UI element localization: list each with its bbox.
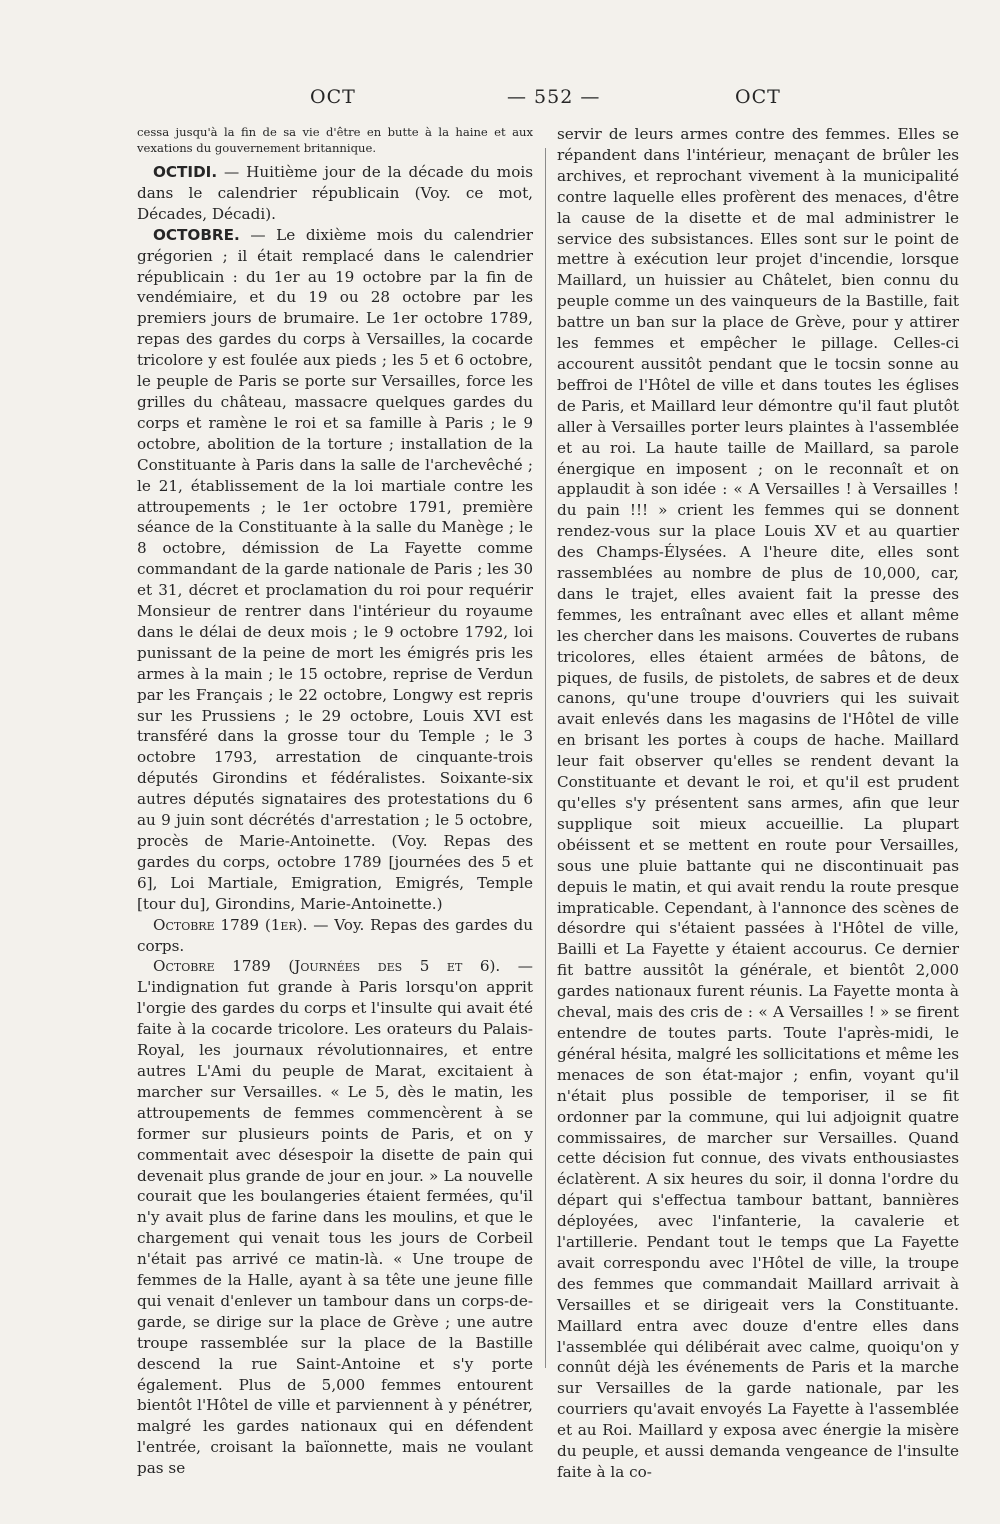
header-left-word: OCT — [310, 86, 356, 108]
entry-octobre — [137, 225, 533, 915]
headword-journees: Octobre 1789 (Journées des 5 et 6). — [153, 957, 501, 976]
entry-octobre-1789 — [137, 915, 533, 957]
page-number: — 552 — — [507, 86, 601, 108]
continuation-paragraph: cessa jusqu'à la fin de sa vie d'être en butte à la haine et aux vexations du gouvernement britannique. — [137, 125, 533, 155]
right-column-text: servir de leurs armes contre des femmes. Elles se répandent dans l'intérieur, menaçant de brûler les archives, et reprochant vivement à la municipalité contre laquelle elles profèrent des menaces, d'être la cause de la disette et de mal administrer le service des subsistances. Elles sont sur le point de mettre à exécution leur projet d'incendie, lorsque Maillard, un huissier au Châtelet, bien connu du peuple comme un des vainqueurs de la Bastille, fait battre un ban sur la place de Grève, pour y attirer les femmes et empêcher le pillage. Celles-ci accourent aussitôt pendant que le tocsin sonne au beffroi de l'Hôtel de ville et dans toutes les églises de Paris, et Maillard leur démontre qu'il faut plutôt aller à Versailles porter leurs plaintes à l'assemblée et au roi. La haute taille de Maillard, sa parole énergique en imposent ; on le reconnaît et on applaudit à son idée : « A Versailles ! à Versailles ! du pain !!! » crient les femmes qui se donnent rendez-vous sur la place Louis XV et au quartier des Champs-Élysées. A l'heure dite, elles sont rassemblées au nombre de plus de 10,000, car, dans le trajet, elles avaient fait la presse des femmes, les entraînant avec elles et allant même les chercher dans les maisons. Couvertes de rubans tricolores, elles étaient armées de bâtons, de piques, de fusils, de pistolets, de sabres et de deux canons, qu'une troupe d'ouvriers qui les suivait avait enlevés dans les magasins de l'Hôtel de ville en brisant les portes à coups de hache. Maillard leur fait observer qu'elles se rendent devant la Constituante et devant le roi, et qu'il est prudent qu'elles s'y présentent sans armes, afin que leur supplique soit mieux accueillie. La plupart obéissent et se mettent en route pour Versailles, sous une pluie battante qui ne discontinuait pas depuis le matin, et qui avait rendu la route presque impraticable. Cependant, à l'annonce des scènes de désordre qui s'étaient passées à l'Hôtel de ville, Bailli et La Fayette y étaient accourus. Ce dernier fit battre aussitôt la générale, et bientôt 2,000 gardes nationaux furent réunis. La Fayette monta à cheval, mais des cris de : « A Versailles ! » se firent entendre de toutes parts. Toute l'après-midi, le général hésita, malgré les sollicitations et même les menaces de son état-major ; enfin, voyant qu'il n'était plus possible de temporiser, il se fit ordonner par la commune, qui lui adjoignit quatre commissaires, de marcher sur Versailles. Quand cette décision fut connue, des vivats enthousiastes éclatèrent. A six heures du soir, il donna l'ordre du départ qui s'effectua tambour battant, bannières déployées, avec l'infanterie, la cavalerie et l'artillerie. Pendant tout le temps que La Fayette avait correspondu avec l'Hôtel de ville, la troupe des femmes que commandait Maillard arrivait à Versailles et se dirigeait vers la Constituante. Maillard entra avec douze d'entre elles dans l'assemblée qui délibérait avec calme, quoiqu'on y connût déjà les événements de Paris et la marche sur Versailles de la garde nationale, par les courriers qu'avait envoyés La Fayette à l'assemblée et au Roi. Maillard y exposa avec énergie la misère du peuple, et aussi demanda vengeance de l'insulte faite à la co- — [557, 125, 959, 1481]
headword-octobre: OCTOBRE. — [153, 225, 240, 244]
headword-octidi: OCTIDI. — [153, 163, 218, 181]
running-header — [135, 86, 945, 116]
left-column — [137, 124, 533, 1479]
headword-octobre-1789: Octobre 1789 (1er). — [153, 915, 308, 934]
entry-journees-text: — L'indignation fut grande à Paris lorsqu'on apprit l'orgie des gardes du corps et l'insulte qui avait été faite à la cocarde tricolore. Les orateurs du Palais-Royal, les journaux révolutionnaires, et entre autres L'Ami du peuple de Marat, excitaient à marcher sur Versailles. « Le 5, dès le matin, les attroupements de femmes commencèrent à se former sur plusieurs points de Paris, et on y commentait avec désespoir la disette de pain qui devenait plus grande de jour en jour. » La nouvelle courait que les boulangeries étaient fermées, qu'il n'y avait plus de farine dans les moulins, et que le chargement qui venait tous les jours de Corbeil n'était pas arrivé ce matin-là. « Une troupe de femmes de la Halle, ayant à sa tête une jeune fille qui venait d'enlever un tambour dans un corps-de-garde, se dirige sur la place de Grève ; une autre troupe rassemblée sur la place de la Bastille descend la rue Saint-Antoine et s'y porte également. Plus de 5,000 femmes entourent bientôt l'Hôtel de ville et parviennent à y pénétrer, malgré les gardes nationaux qui en défendent l'entrée, croisant la baïonnette, mais ne voulant pas se — [137, 957, 533, 1478]
entry-octobre-1789-text: — Voy. Repas des gardes du corps. — [137, 915, 533, 955]
entry-journees — [137, 956, 533, 1479]
right-column — [557, 124, 959, 1483]
entry-octidi-text: — Huitième jour de la décade du mois dans le calendrier républicain (Voy. ce mot, Décades, Décadi). — [137, 163, 533, 223]
header-right-word: OCT — [735, 86, 781, 108]
entry-octobre-text: — Le dixième mois du calendrier grégorien ; il était remplacé dans le calendrier républicain : du 1er au 19 octobre par la fin de vendémiaire, et du 19 ou 28 octobre par les premiers jours de brumaire. Le 1er octobre 1789, repas des gardes du corps à Versailles, la cocarde tricolore y est foulée aux pieds ; les 5 et 6 octobre, le peuple de Paris se porte sur Versailles, force les grilles du château, massacre quelques gardes du corps et ramène le roi et sa famille à Paris ; le 9 octobre, abolition de la torture ; installation de la Constituante à Paris dans la salle de l'archevêché ; le 21, établissement de la loi martiale contre les attroupements ; le 1er octobre 1791, première séance de la Constituante à la salle du Manège ; le 8 octobre, démission de La Fayette comme commandant de la garde nationale de Paris ; les 30 et 31, décret et proclamation du roi pour requérir Monsieur de rentrer dans l'intérieur du royaume dans le délai de deux mois ; le 9 octobre 1792, loi punissant de la peine de mort les émigrés pris les armes à la main ; le 15 octobre, reprise de Verdun par les Français ; le 22 octobre, Longwy est repris sur les Prussiens ; le 29 octobre, Louis XVI est transféré dans la grosse tour du Temple ; le 3 octobre 1793, arrestation de cinquante-trois députés Girondins et fédéralistes. Soixante-six autres députés signataires des protestations du 6 au 9 juin sont décrétés d'arrestation ; le 5 octobre, procès de Marie-Antoinette. (Voy. Repas des gardes du corps, octobre 1789 [journées des 5 et 6], Loi Martiale, Emigration, Emigrés, Temple [tour du], Girondins, Marie-Antoinette.) — [137, 225, 533, 913]
entry-octidi — [137, 162, 533, 225]
column-divider — [545, 148, 546, 1368]
